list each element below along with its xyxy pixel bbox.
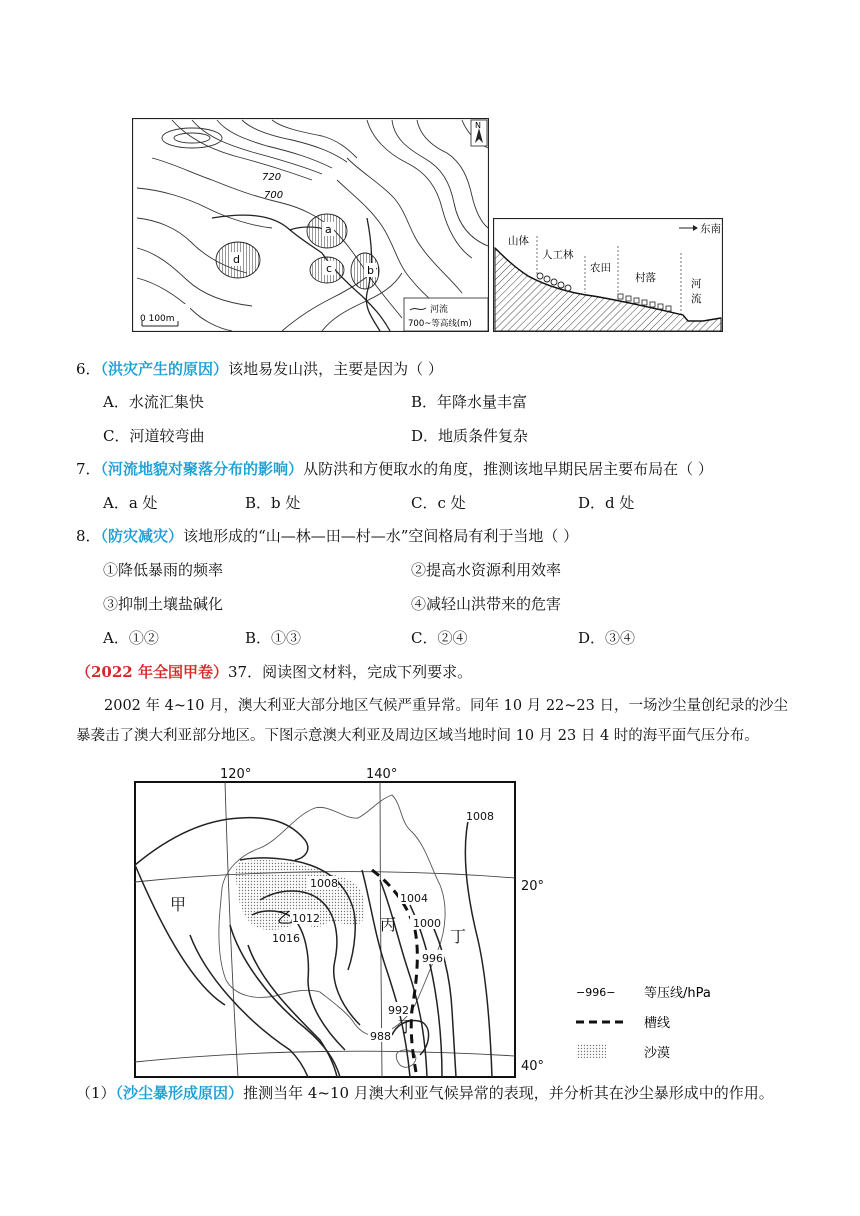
q7-option-a[interactable]: A．a 处 — [103, 494, 158, 512]
q7-option-b[interactable]: B．b 处 — [245, 494, 301, 512]
pressure-map-legend — [574, 984, 744, 1062]
legend-isobar-label: 等压线/hPa — [644, 986, 711, 1001]
isobar-1012: 1012 — [292, 912, 320, 925]
zone-farmland: 农田 — [590, 262, 611, 274]
question-6 — [76, 358, 443, 380]
q6-stem: 该地易发山洪，主要是因为（ ） — [228, 360, 443, 378]
q37-paragraph-line-2: 暴袭击了澳大利亚部分地区。下图示意澳大利亚及周边区域当地时间 10 月 23 日 4 时的海平面气压分布。 — [76, 728, 759, 744]
question-37 — [76, 661, 472, 683]
q7-tag: （河流地貌对聚落分布的影响） — [100, 460, 304, 478]
svg-text:N: N — [475, 121, 481, 130]
q6-tag: （洪灾产生的原因） — [100, 360, 229, 378]
legend-desert-symbol — [576, 1044, 606, 1058]
zone-river-2: 流 — [691, 293, 702, 305]
q8-statement-2: ②提高水资源利用效率 — [411, 561, 562, 579]
q37-paragraph-line-1: 2002 年 4~10 月，澳大利亚大部分地区气候严重异常。同年 10 月 22~23 日，一场沙尘量创纪录的沙尘 — [104, 698, 788, 714]
question-37-1 — [76, 1082, 774, 1104]
terrain-profile — [493, 218, 723, 332]
q7-number: 7． — [76, 460, 101, 478]
isobar-1008-east: 1008 — [466, 810, 494, 823]
isobar-1004: 1004 — [400, 892, 428, 905]
lon-label-140: 140° — [366, 767, 398, 782]
isobar-988: 988 — [370, 1030, 391, 1043]
q37-1-tag: （沙尘暴形成原因） — [115, 1084, 244, 1102]
zone-river-1: 河 — [691, 278, 702, 290]
q8-statement-1: ①降低暴雨的频率 — [103, 561, 224, 579]
q8-stem: 该地形成的“山—林—田—村—水”空间格局有利于当地（ ） — [183, 527, 579, 545]
q7-option-d[interactable]: D．d 处 — [578, 494, 635, 512]
q37-1-number: （1） — [76, 1084, 116, 1102]
pressure-map — [130, 760, 550, 1080]
q6-number: 6． — [76, 360, 101, 378]
isobar-992: 992 — [388, 1004, 409, 1017]
isobar-996: 996 — [422, 952, 443, 965]
zone-plantation: 人工林 — [542, 249, 574, 261]
legend-desert-label: 沙漠 — [644, 1046, 671, 1061]
q7-stem: 从防洪和方便取水的角度，推测该地早期民居主要布局在（ ） — [303, 460, 713, 478]
contour-label-720: 720 — [262, 172, 282, 183]
legend-trough-label: 槽线 — [644, 1016, 671, 1031]
q7-option-c[interactable]: C．c 处 — [411, 494, 466, 512]
q8-statement-3: ③抑制土壤盐碱化 — [103, 595, 224, 613]
label-c: c — [326, 262, 333, 275]
q37-stem: 37．阅读图文材料，完成下列要求。 — [227, 663, 473, 681]
place-jia: 甲 — [170, 895, 187, 914]
place-ding-1: 丁 — [450, 927, 467, 946]
label-a: a — [325, 223, 332, 236]
isobar-1016: 1016 — [272, 932, 300, 945]
q37-1-stem: 推测当年 4~10 月澳大利亚气候异常的表现，并分析其在沙尘暴形成中的作用。 — [243, 1084, 774, 1102]
label-b: b — [367, 264, 374, 277]
topographic-map — [132, 118, 489, 332]
legend-isobar-symbol: −996− — [576, 986, 616, 999]
q8-option-d[interactable]: D．③④ — [578, 629, 636, 647]
q8-number: 8． — [76, 527, 101, 545]
north-arrow-icon — [471, 120, 487, 146]
q8-option-a[interactable]: A．①② — [103, 629, 159, 647]
q8-option-c[interactable]: C．②④ — [411, 629, 468, 647]
q6-option-c[interactable]: C．河道较弯曲 — [103, 427, 205, 445]
q8-statement-4: ④减轻山洪带来的危害 — [411, 595, 562, 613]
lat-label-40: 40° — [521, 1059, 545, 1074]
isobar-1008-west: 1008 — [310, 877, 338, 890]
map1-legend — [404, 298, 488, 331]
zone-village: 村落 — [635, 272, 656, 284]
question-8 — [76, 525, 578, 547]
lat-label-20: 20° — [521, 879, 545, 894]
contour-label-700: 700 — [264, 190, 284, 201]
place-ding-2: 丁 — [398, 1017, 415, 1036]
svg-text:700~等高线(m): 700~等高线(m) — [408, 319, 472, 329]
label-d: d — [233, 253, 240, 266]
q6-option-b[interactable]: B．年降水量丰富 — [411, 393, 528, 411]
q6-option-a[interactable]: A．水流汇集快 — [103, 393, 204, 411]
q8-option-b[interactable]: B．①③ — [245, 629, 302, 647]
question-7 — [76, 458, 713, 480]
q6-option-d[interactable]: D．地质条件复杂 — [411, 427, 529, 445]
zone-mountain: 山体 — [508, 235, 529, 247]
svg-text:河流: 河流 — [430, 305, 449, 315]
place-bing: 丙 — [380, 915, 397, 934]
q37-source: （2022 年全国甲卷） — [76, 663, 228, 681]
place-yi: 乙 — [277, 908, 294, 927]
lon-label-120: 120° — [220, 767, 252, 782]
scale-bar — [136, 304, 190, 330]
svg-text:0 100m: 0 100m — [140, 314, 175, 324]
direction-label: 东南 — [700, 223, 721, 235]
isobar-1000: 1000 — [413, 917, 441, 930]
q8-tag: （防灾减灾） — [100, 527, 184, 545]
